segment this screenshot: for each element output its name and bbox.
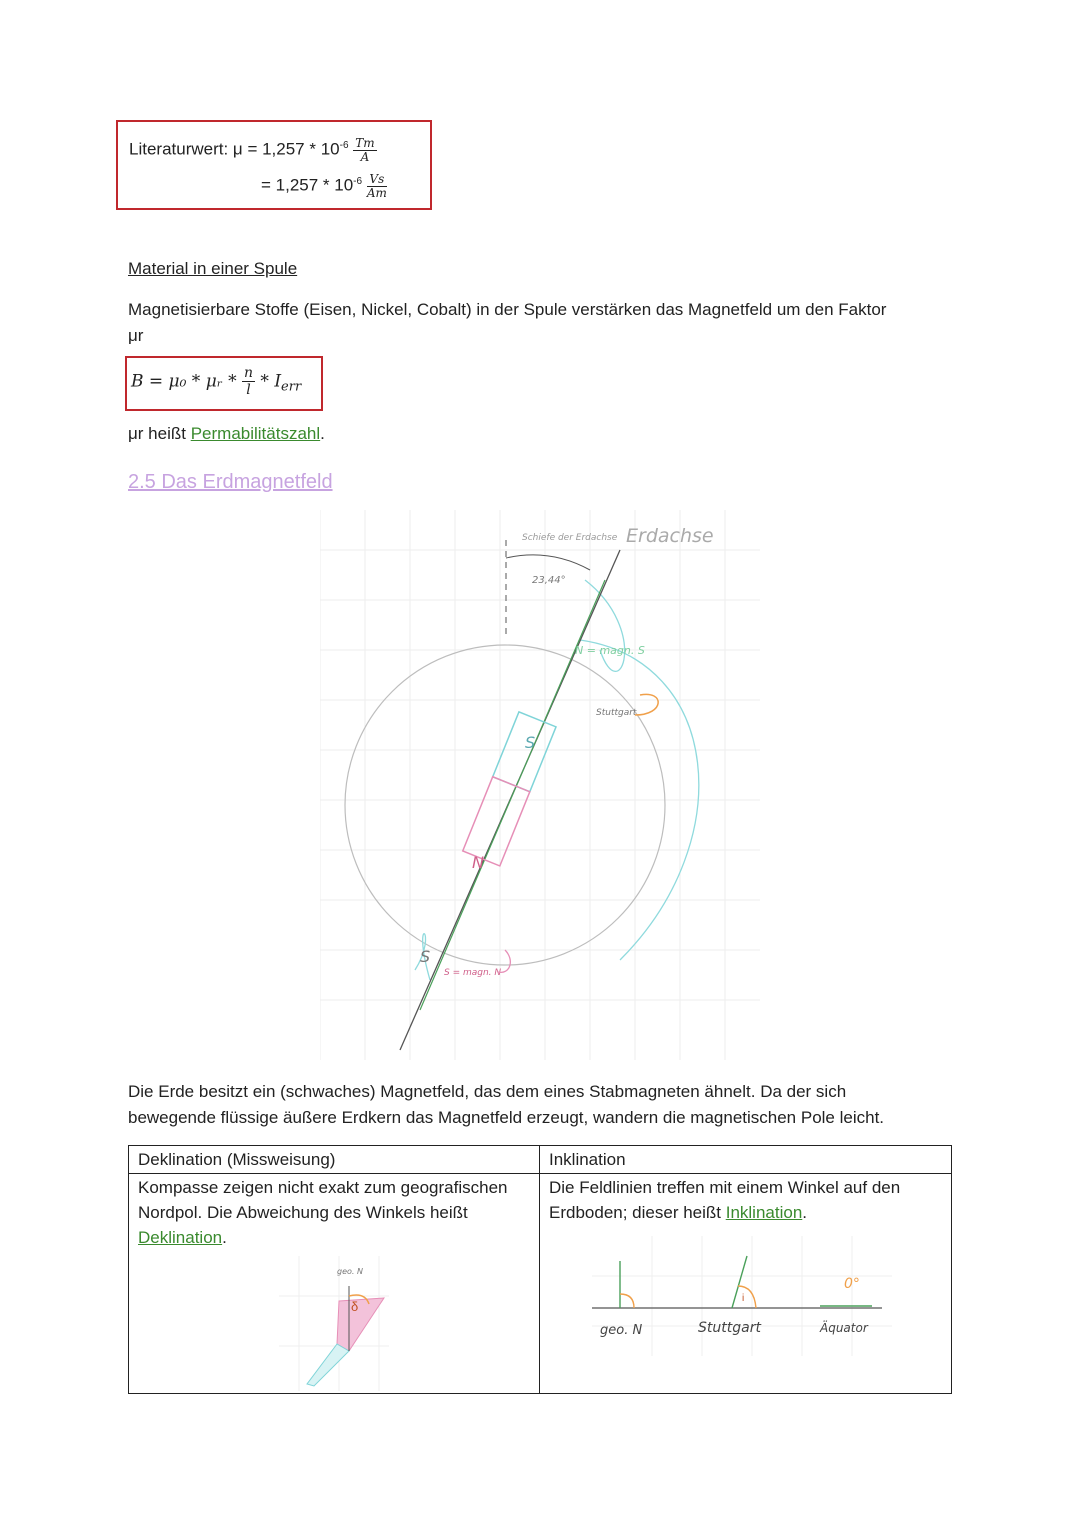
declination-north-label: geo. N xyxy=(337,1267,363,1276)
south-pole-label: S xyxy=(420,947,431,966)
literature-exponent: -6 xyxy=(339,140,349,151)
permeability-note xyxy=(128,422,325,446)
table-header-row xyxy=(129,1146,952,1174)
declination-link[interactable]: Deklination xyxy=(138,1228,223,1247)
magnet-n-label: N xyxy=(472,853,484,872)
delta-symbol: δ xyxy=(351,1299,359,1314)
south-magnetic-label: S = magn. N xyxy=(444,968,502,978)
literature-value-box xyxy=(116,120,432,210)
declination-text: Kompasse zeigen nicht exakt zum geografischen Nordpol. Die Abweichung des Winkels heißt xyxy=(138,1178,508,1222)
stuttgart-field-line xyxy=(732,1256,747,1308)
fraction-denominator: l xyxy=(246,382,251,398)
stuttgart-angle xyxy=(635,694,658,715)
formula-rhs: * I xyxy=(260,371,282,392)
pole-angle-arc xyxy=(620,1294,634,1308)
stuttgart-label: Stuttgart xyxy=(596,708,637,718)
fraction-numerator: Vs xyxy=(367,173,387,187)
declination-inclination-table xyxy=(128,1145,952,1394)
permeability-link[interactable]: Permabilitätszahl xyxy=(190,424,321,443)
inclination-header: Inklination xyxy=(540,1146,952,1174)
declination-suffix: . xyxy=(222,1228,227,1247)
earth-field-sketch xyxy=(320,510,760,1060)
label-geo-north: geo. N xyxy=(600,1323,643,1338)
note-prefix: μr heißt xyxy=(128,424,191,443)
bar-magnet xyxy=(463,712,556,866)
note-suffix: . xyxy=(320,424,325,443)
grid-paper xyxy=(320,510,760,1060)
declination-sketch xyxy=(279,1256,389,1391)
formula-box xyxy=(125,356,323,411)
fraction-numerator: Tm xyxy=(355,135,375,150)
equator-angle-label: 0° xyxy=(844,1276,860,1292)
intro-line-1: Die Erde besitzt ein (schwaches) Magnetfeld, das dem eines Stabmagneten ähnelt. Da der sich xyxy=(128,1082,847,1101)
formula-subscript: err xyxy=(281,379,302,395)
inclination-i-symbol: i xyxy=(742,1293,745,1304)
field-line-left xyxy=(585,580,625,671)
magnet-s-label: S xyxy=(525,733,536,752)
label-equator: Äquator xyxy=(820,1321,868,1335)
section-title[interactable]: 2.5 Das Erdmagnetfeld xyxy=(128,471,333,493)
compass-needle-pink xyxy=(337,1298,384,1351)
inclination-link[interactable]: Inklination xyxy=(725,1203,803,1222)
inclination-sketch xyxy=(592,1236,892,1356)
label-stuttgart: Stuttgart xyxy=(698,1320,761,1336)
inclination-cell xyxy=(540,1174,952,1394)
compass-needle-cyan xyxy=(307,1344,349,1386)
literature-line2-prefix: = 1,257 * 10 xyxy=(261,175,354,195)
fraction-denominator: A xyxy=(360,149,370,164)
intro-line-2: bewegende flüssige äußere Erdkern das Magnetfeld erzeugt, wandern die magnetischen Pole leicht. xyxy=(128,1108,885,1127)
stuttgart-angle-arc xyxy=(738,1286,756,1308)
inclination-text: Die Feldlinien treffen mit einem Winkel auf den Erdboden; dieser heißt xyxy=(549,1178,901,1222)
literature-fraction-1 xyxy=(353,137,376,164)
material-factor: μr xyxy=(128,326,144,345)
formula-lhs: B = μ₀ * μᵣ * xyxy=(131,371,237,392)
declination-header: Deklination (Missweisung) xyxy=(129,1146,540,1174)
table-body-row xyxy=(129,1174,952,1394)
literature-prefix: Literaturwert: μ = 1,257 * 10 xyxy=(129,139,340,159)
material-heading: Material in einer Spule xyxy=(128,259,298,278)
formula-fraction xyxy=(242,365,255,398)
fraction-denominator: Am xyxy=(366,185,387,200)
material-paragraph: Magnetisierbare Stoffe (Eisen, Nickel, Cobalt) in der Spule verstärken das Magnetfeld um den Faktor xyxy=(128,300,887,319)
axis-label: Erdachse xyxy=(626,525,714,547)
axis-angle-label: 23,44° xyxy=(532,575,566,586)
literature-line-1 xyxy=(129,134,377,164)
literature-fraction-2 xyxy=(367,173,387,200)
inclination-suffix: . xyxy=(802,1203,808,1222)
angle-arc xyxy=(506,555,590,570)
literature-exponent-2: -6 xyxy=(353,176,363,187)
axis-tilt-note: Schiefe der Erdachse xyxy=(522,533,618,543)
north-pole-label: N = magn. S xyxy=(575,644,645,657)
earth-circle xyxy=(345,645,665,965)
literature-line-2 xyxy=(261,170,387,200)
fraction-numerator: n xyxy=(243,365,254,381)
formula xyxy=(131,365,301,398)
declination-cell xyxy=(129,1174,540,1394)
